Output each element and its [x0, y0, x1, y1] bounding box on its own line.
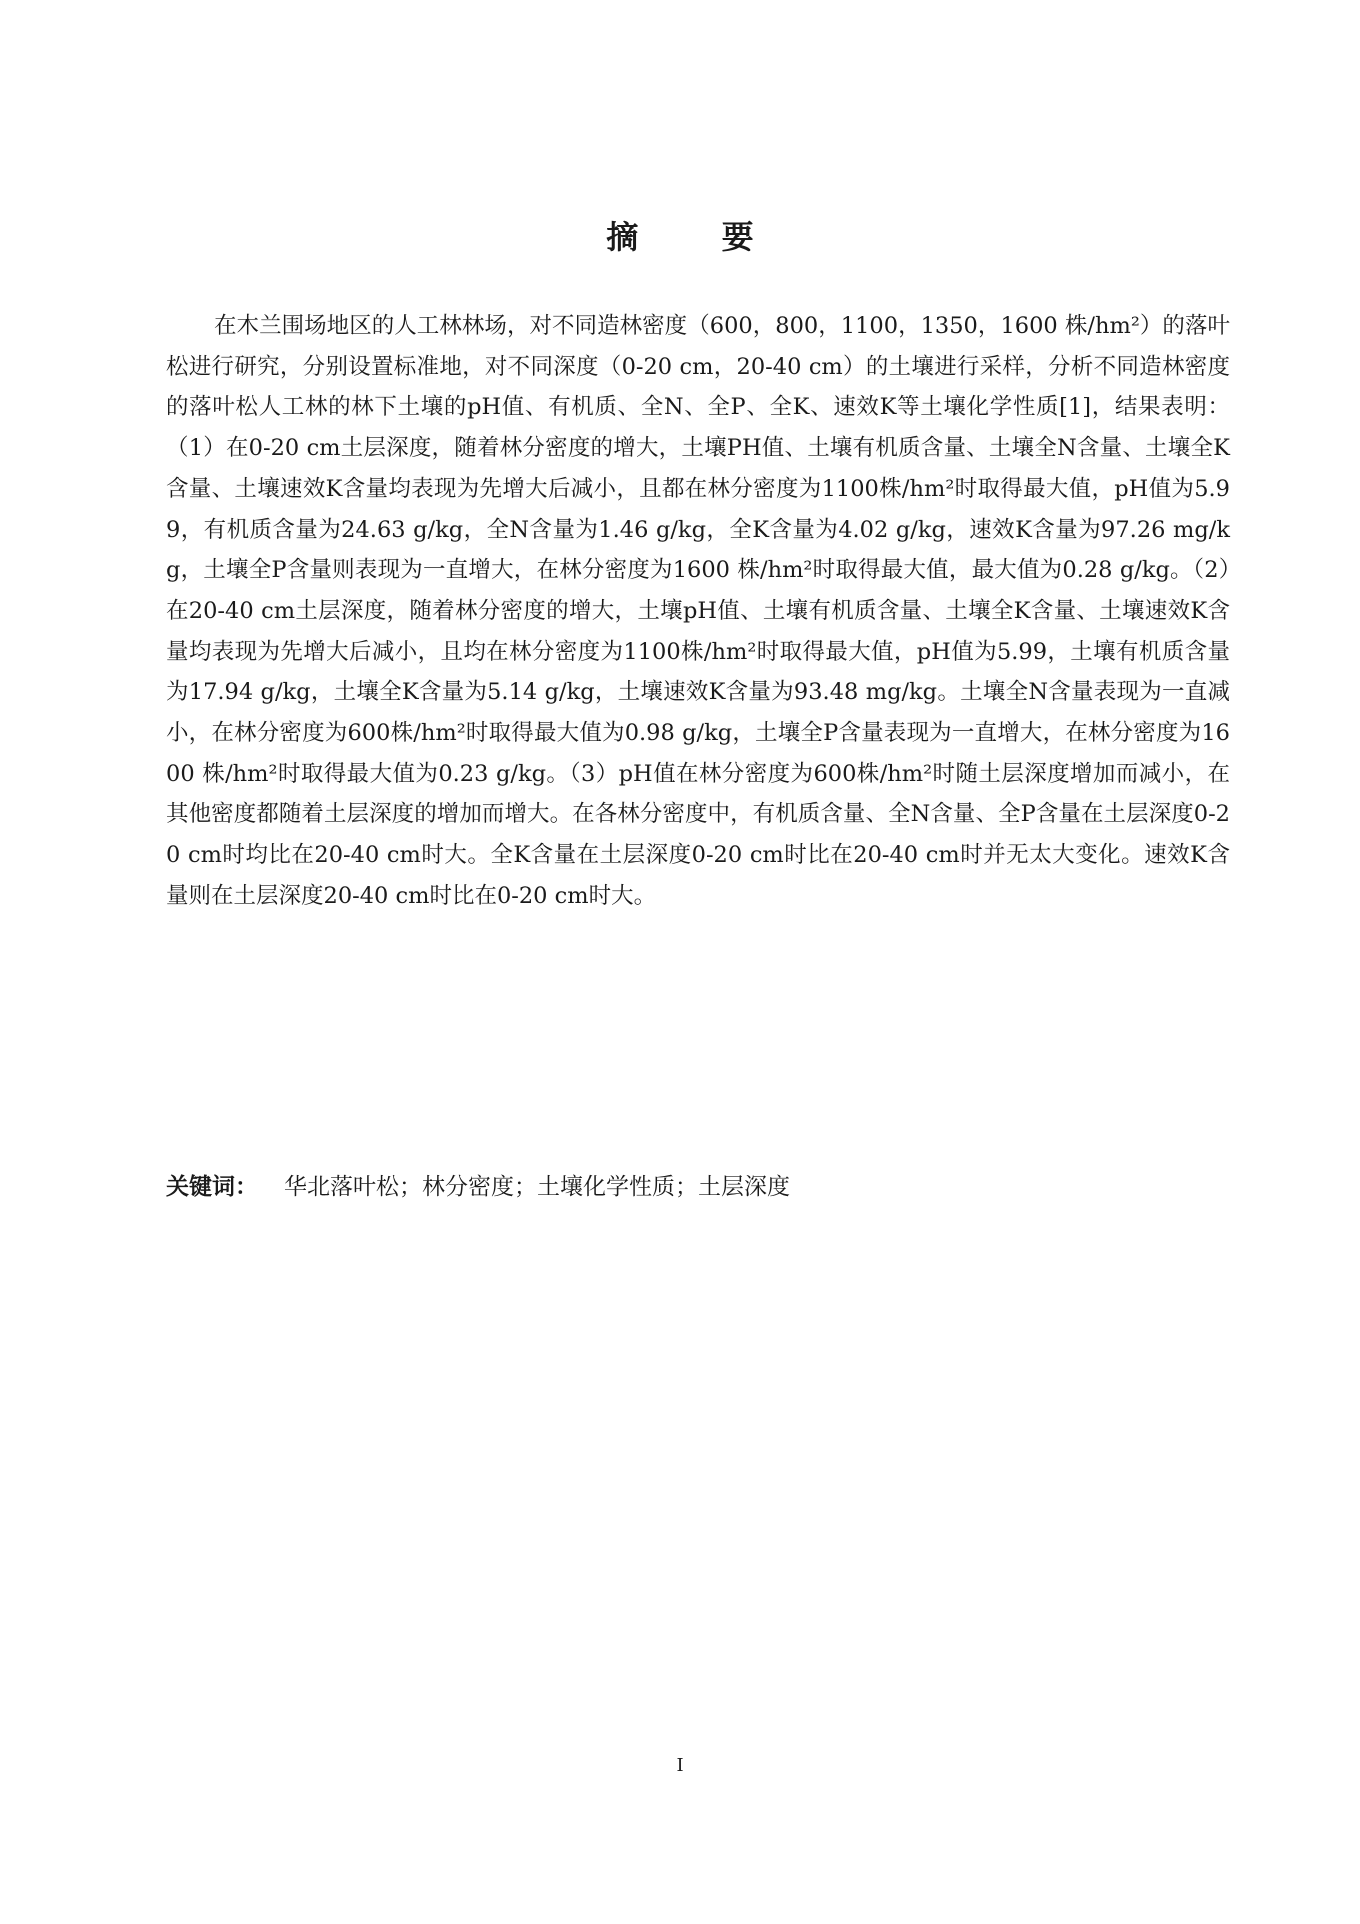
- page-number: I: [676, 1755, 684, 1776]
- keywords-value: 华北落叶松；林分密度；土壤化学性质；土层深度: [284, 1174, 790, 1200]
- abstract-paragraph: 在木兰围场地区的人工林林场，对不同造林密度（600，800，1100，1350，1600 株/hm²）的落叶松进行研究，分别设置标准地，对不同深度（0-20 cm，20-40 cm）的土壤进行采样，分析不同造林密度的落叶松人工林的林下土壤的pH值、有机质、全N、全P、全K、速效K等土壤化学性质[1]，结果表明：（1）在0-20 cm土层深度，随着林分密度的增大，土壤PH值、土壤有机质含量、土壤全N含量、土壤全K含量、土壤速效K含量均表现为先增大后减小，且都在林分密度为1100株/hm²时取得最大值，pH值为5.99，有机质含量为24.63 g/kg，全N含量为1.46 g/kg，全K含量为4.02 g/kg，速效K含量为97.26 mg/kg，土壤全P含量则表现为一直增大，在林分密度为1600 株/hm²时取得最大值，最大值为0.28 g/kg。（2）在20-40 cm土层深度，随着林分密度的增大，土壤pH值、土壤有机质含量、土壤全K含量、土壤速效K含量均表现为先增大后减小，且均在林分密度为1100株/hm²时取得最大值，pH值为5.99，土壤有机质含量为17.94 g/kg，土壤全K含量为5.14 g/kg，土壤速效K含量为93.48 mg/kg。土壤全N含量表现为一直减小，在林分密度为600株/hm²时取得最大值为0.98 g/kg，土壤全P含量表现为一直增大，在林分密度为1600 株/hm²时取得最大值为0.23 g/kg。（3）pH值在林分密度为600株/hm²时随土层深度增加而减小，在其他密度都随着土层深度的增加而增大。在各林分密度中，有机质含量、全N含量、全P含量在土层深度0-20 cm时均比在20-40 cm时大。全K含量在土层深度0-20 cm时比在20-40 cm时并无太大变化。速效K含量则在土层深度20-40 cm时比在0-20 cm时大。: [166, 313, 1230, 909]
- keywords-label: 关键词：: [166, 1174, 258, 1200]
- keywords-line: [166, 1167, 1230, 1207]
- page-title: 摘 要: [606, 218, 790, 256]
